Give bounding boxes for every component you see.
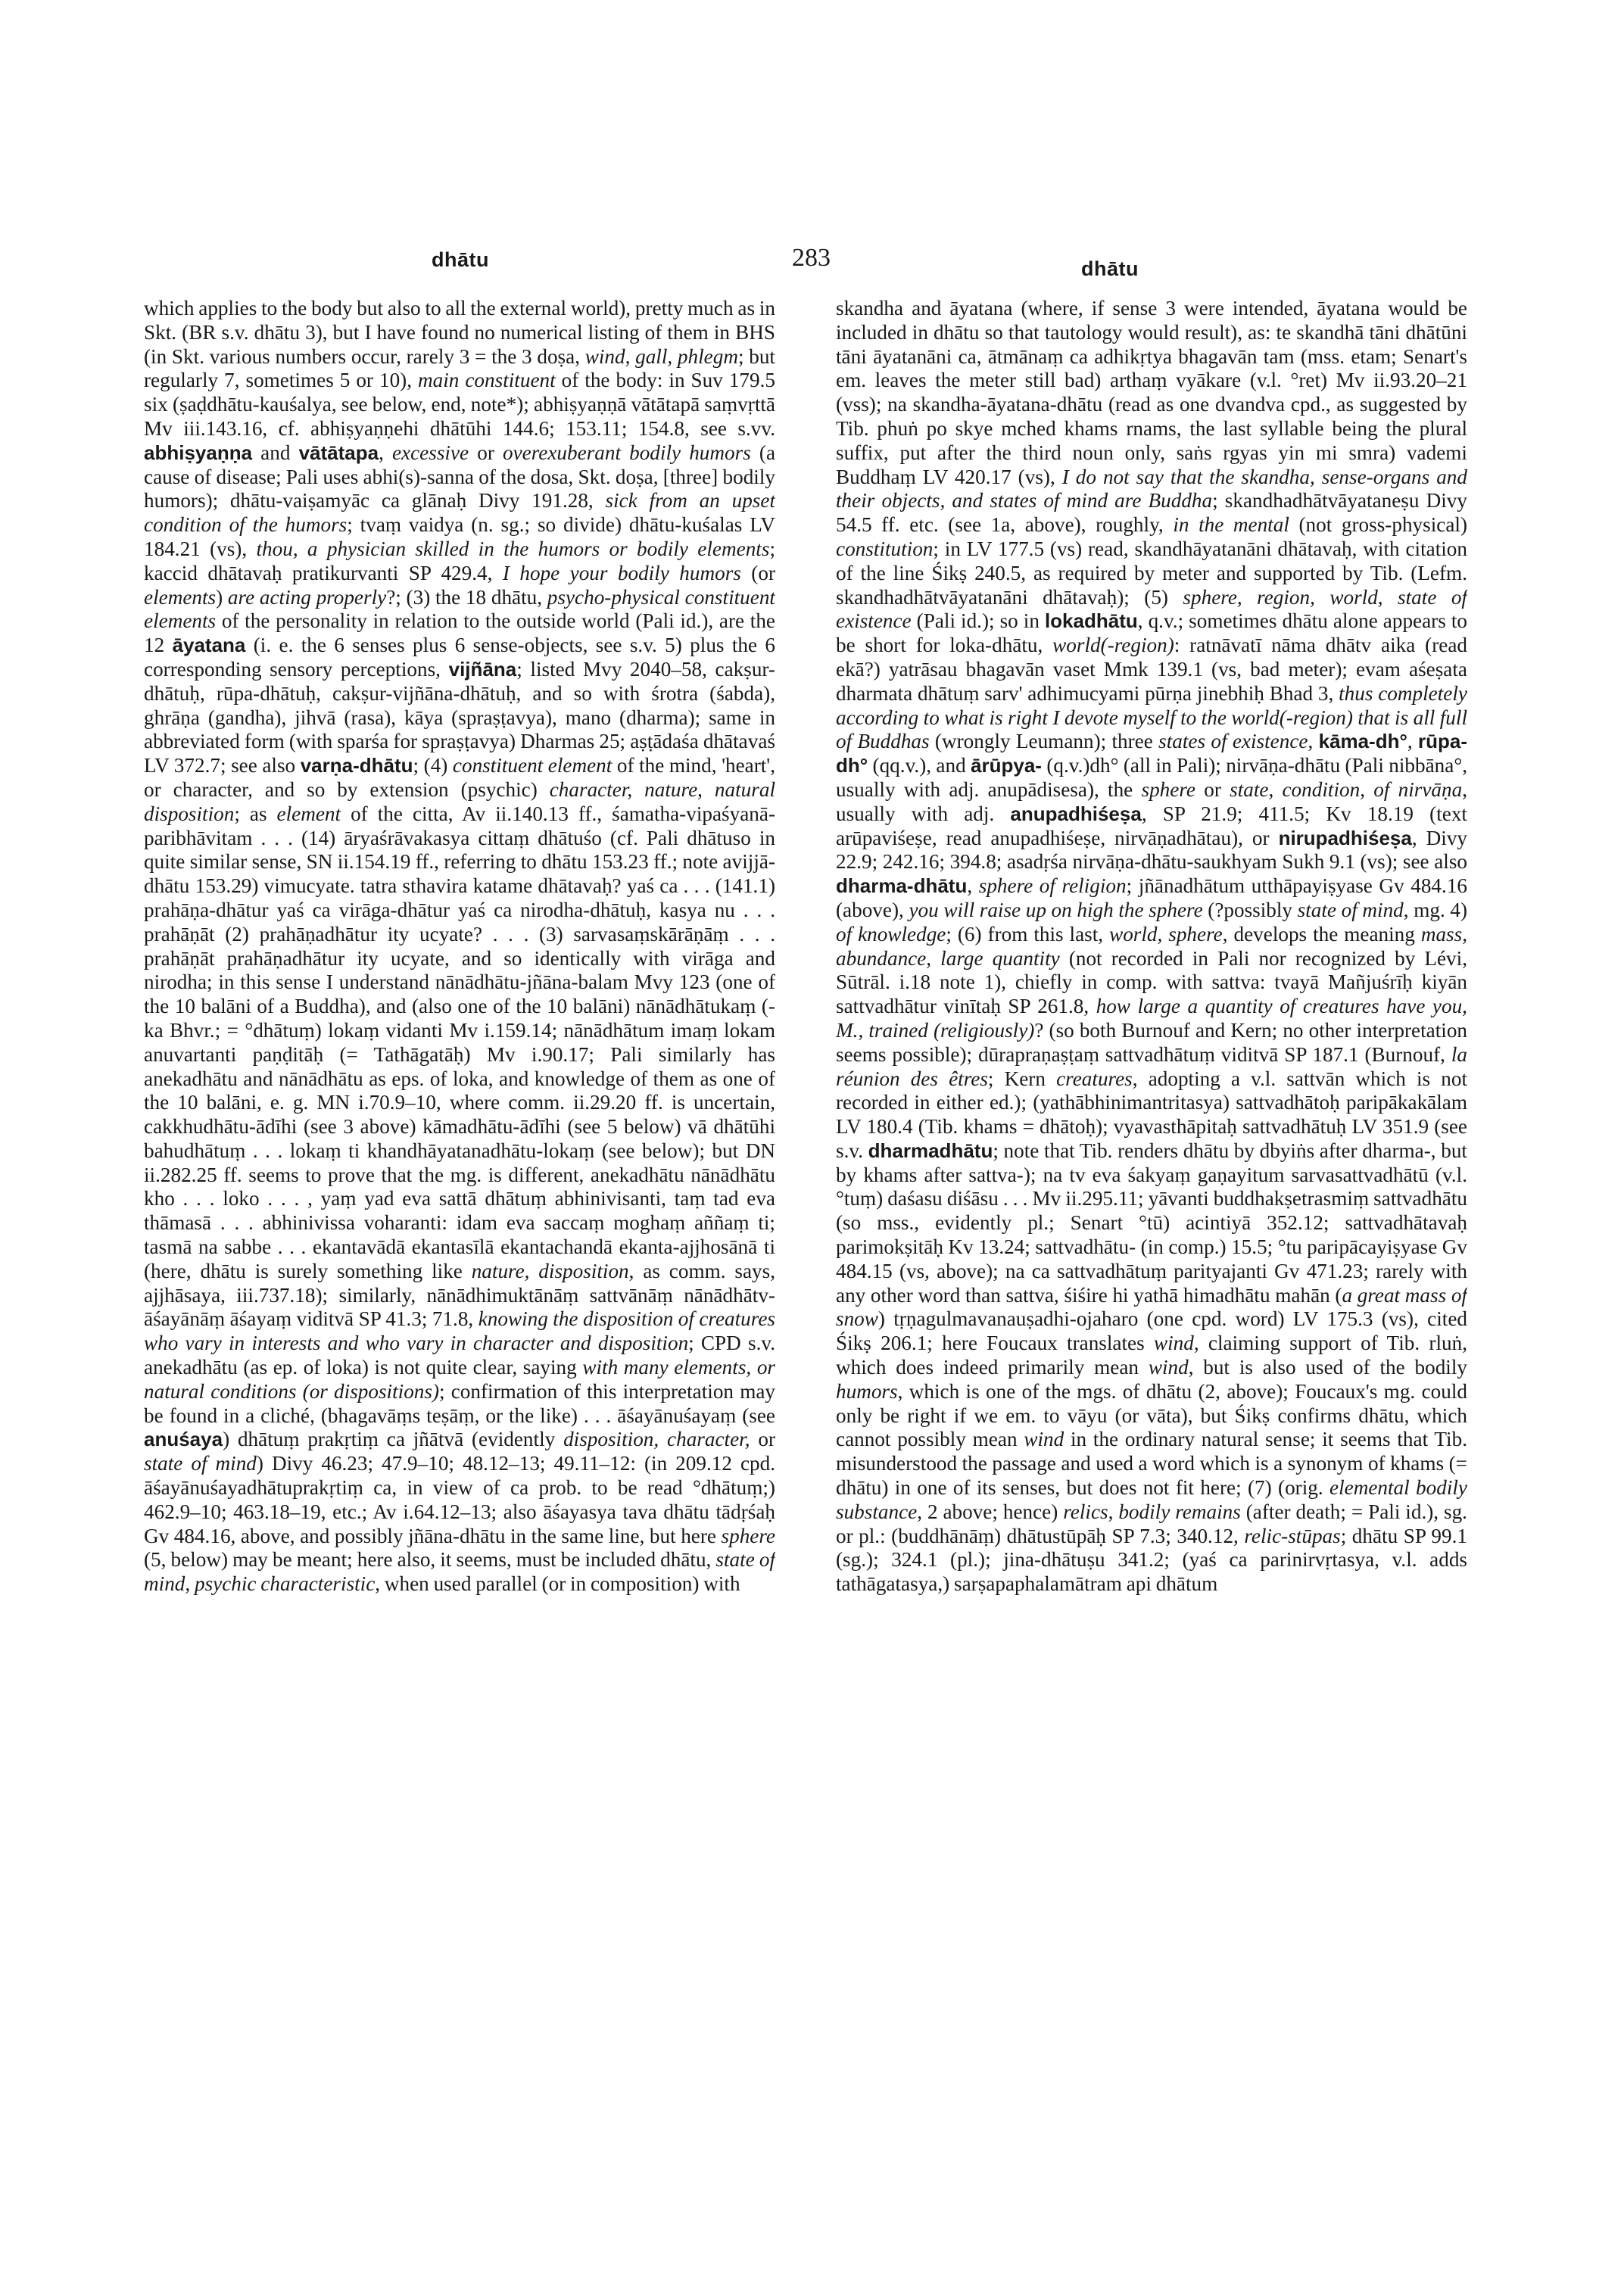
text-run: ; (6) from this last, bbox=[946, 922, 1110, 946]
text-run: , Divy 22.9; 242.16; 394.8; asadṛśa nirvāṇa-dhātu-saukhyam Sukh 9.1 (vs); see also bbox=[836, 826, 1467, 874]
text-run: ; tvaṃ vaidya (n. sg.; so divide) dhātu-kuśalas LV 184.21 (vs), bbox=[144, 513, 775, 560]
text-run: , adopting a v.l. sattvān which is not recorded in either ed.); (yathābhinimantritasya) sattvadhātoḥ paripākakālam LV 180.4 (Tib. khams = dhātoḥ); vyavasthāpitaḥ sattvadhātuḥ LV 351.9 (see s.v. bbox=[836, 1067, 1467, 1162]
cross-ref-headword: dharmadhātu bbox=[868, 1139, 993, 1162]
cross-ref-headword: lokadhātu bbox=[1044, 609, 1138, 633]
gloss-italic: disposition, character, bbox=[563, 1428, 750, 1451]
gloss-italic: how large a quantity of creatures have you, M., trained (religiously) bbox=[836, 995, 1467, 1042]
gloss-italic: of knowledge bbox=[836, 922, 946, 946]
text-run: and bbox=[252, 441, 299, 464]
gloss-italic: state of mind, psychic characteristic bbox=[144, 1548, 775, 1596]
gloss-italic: character, nature, natural disposition bbox=[144, 777, 775, 825]
gloss-italic: sphere bbox=[721, 1524, 775, 1547]
cross-ref-headword: āyatana bbox=[172, 634, 246, 657]
cross-ref-headword: vijñāna bbox=[448, 657, 517, 681]
text-run: , 2 above; hence) bbox=[917, 1500, 1064, 1523]
gloss-italic: creatures bbox=[1056, 1067, 1133, 1090]
gloss-italic: la réunion des êtres bbox=[836, 1042, 1467, 1090]
text-run: of the citta, Av ii.140.13 ff., śamatha-vipaśyanā-paribhāvitam . . . (14) āryaśrāvakasya cittaṃ dhātuśo (cf. Pali dhātuso in quite similar sense, SN ii.154.19 ff., referring to dhātu 153.23 ff.; note avijjā-dhātu 153.29) vimucyate. tatra sthavira katame dhātavaḥ? yaś ca . . . (141.1) prahāṇa-dhātur yaś ca virāga-dhātur yaś ca nirodha-dhātuḥ, kasya nu . . . prahāṇāt (2) prahāṇadhātur ity ucyate? . . . (3) sarvasaṃskārāṇāṃ . . . prahāṇāt prahāṇadhātur ity ucyate, and so identically with virāga and nirodha; in this sense I understand nānādhātu-jñāna-balam Mvy 123 (one of the 10 balāni of a Buddha), and (also one of the 10 balāni) nānādhātukaṃ (-ka Bhvr.; = °dhātuṃ) lokaṃ vidanti Mv i.159.14; nānādhātum imaṃ lokam anuvartanti paṇḍitāḥ (= Tathāgatāḥ) Mv i.90.17; Pali similarly has anekadhātu and nānādhātu as eps. of loka, and knowledge of them as one of the 10 balāni, e. g. MN i.70.9–10, where comm. ii.29.20 ff. is uncertain, cakkhudhātu-ādīhi (see 3 above) kāmadhātu-ādīhi (see 5 below) vā dhātūhi bahudhātuṃ . . . lokaṃ ti khandhāyatanadhātu-lokaṃ (see below); but DN ii.282.25 ff. seems to prove that the mg. is different, anekadhātu nānādhātu kho . . . loko . . . , yaṃ yad eva sattā dhātuṃ abhinivisanti, taṃ tad eva thāmasā . . . abhinivissa voharanti: idam eva saccaṃ moghaṃ aññaṃ ti; tasmā na sabbe . . . ekantavādā ekantasīlā ekantachandā ekanta-ajjhosānā ti (here, dhātu is surely something like bbox=[144, 802, 775, 1282]
text-run: , q.v.; sometimes dhātu alone appears to be short for loka-dhātu, bbox=[836, 609, 1467, 657]
text-run: (Pali id.); so in bbox=[911, 609, 1045, 633]
cross-ref-headword: abhiṣyaṇṇa bbox=[144, 441, 253, 464]
text-run: ) bbox=[216, 585, 228, 609]
gloss-italic: world(-region) bbox=[1052, 634, 1174, 657]
text-run: ; (4) bbox=[413, 754, 453, 777]
entry-text bbox=[836, 297, 1467, 1597]
text-run: skandha and āyatana (where, if sense 3 were intended, āyatana would be included in dhātu so that tautology would result), as: te skandhā tāni dhātūni tāni āyatanāni ca, ātmānaṃ ca adhikṛtya bhagavān tam (mss. etam; Senart's em. leaves the meter still bad) arthaṃ vyākare (v.l. °ret) Mv ii.93.20–21 (vss); na skandha-āyatana-dhātu (read as one dvandva cpd., as suggested by Tib. phuṅ po skye mched khams rnams, the last syllable being the plural suffix, put after the third noun only, saṅs rgyas yin mi smra) vademi Buddhaṃ LV 420.17 (vs), bbox=[836, 297, 1467, 488]
gloss-italic: relic-stūpas bbox=[1244, 1524, 1341, 1547]
text-run: in the ordinary natural sense; it seems that Tib. misunderstood the passage and used a word which is a synonym of khams (= dhātu) in one of its senses, but does not fit here; (7) (orig. bbox=[836, 1428, 1467, 1500]
text-run: (not gross-physical) bbox=[1289, 513, 1467, 537]
text-run: (q.v.)dh° (all in Pali); nirvāṇa-dhātu (Pali nibbāna°, usually with adj. anupādisesa), the bbox=[836, 754, 1467, 801]
text-run: (5, below) may be meant; here also, it seems, must be included dhātu, bbox=[144, 1548, 716, 1572]
gloss-italic: constitution bbox=[836, 537, 934, 560]
gloss-italic: thus completely according to what is right I devote myself to the world(-region) that is all full of Buddhas bbox=[836, 681, 1467, 753]
text-run: (or bbox=[740, 561, 775, 584]
gloss-italic: wind, gall, phlegm bbox=[584, 344, 738, 368]
gloss-italic: humors bbox=[836, 1379, 898, 1403]
text-run: ; in LV 177.5 (vs) read, skandhāyatanāni dhātavaḥ, with citation of the line Śikṣ 240.5, as required by meter and supported by Tib. (Lefm. skandhadhātvāyatanāni dhātavaḥ); (5) bbox=[836, 537, 1467, 609]
text-run: ) tṛṇagulmavanauṣadhi-ojaharo (one cpd. word) LV 175.3 (vs), cited Śikṣ 206.1; here Foucaux translates bbox=[836, 1307, 1467, 1355]
gloss-italic: psycho-physical constituent elements bbox=[144, 585, 775, 633]
gloss-italic: nature, disposition bbox=[471, 1259, 629, 1282]
cross-ref-headword: nirupadhiśeṣa bbox=[1278, 826, 1412, 849]
gloss-italic: state of mind bbox=[1297, 898, 1404, 921]
text-run: : ratnāvatī nāma dhātv aika (read ekā?) yatrāsau bhagavān vaset Mmk 139.1 (vs, bad meter); evam aśeṣata dharmata dhātuṃ sarv' adhimucyami pūrṇa jinebhiḥ Bhad 3, bbox=[836, 634, 1467, 705]
gloss-italic: are acting properly bbox=[227, 585, 387, 609]
gloss-italic: overexuberant bodily humors bbox=[503, 441, 751, 464]
gloss-italic: wind bbox=[1148, 1356, 1189, 1379]
text-run: (qq.v.), and bbox=[868, 754, 971, 777]
text-run: ; jñānadhātum utthāpayiṣyase Gv 484.16 (above), bbox=[836, 874, 1467, 921]
text-run: ; as bbox=[234, 802, 277, 825]
gloss-italic: element bbox=[276, 802, 341, 825]
cross-ref-headword: varṇa-dhātu bbox=[300, 754, 413, 777]
text-run: ; dhātu SP 99.1 (sg.); 324.1 (pl.); jina-dhātuṣu 341.2; (yaś ca parinirvṛtasya, v.l. adds tathāgatasya,) sarṣapaphalamātram api dhātum bbox=[836, 1524, 1467, 1596]
text-run: , but is also used of the bodily bbox=[1188, 1356, 1467, 1379]
entry-text bbox=[144, 297, 775, 1597]
gloss-italic: I do not say that the skandha, sense-organs and their objects, and states of mind are Buddha bbox=[836, 465, 1467, 512]
gloss-italic: elements bbox=[144, 585, 217, 609]
gloss-italic: states of existence bbox=[1158, 730, 1308, 753]
gloss-italic: in the mental bbox=[1173, 513, 1289, 537]
text-run: or bbox=[1195, 777, 1230, 801]
text-run: ; confirmation of this interpretation may be found in a cliché, (bhagavāṃs teṣāṃ, or the like) . . . āśayānuśayaṃ (see bbox=[144, 1379, 775, 1427]
text-run: ; skandhadhātvāyataneṣu Divy 54.5 ff. etc. (see 1a, above), roughly, bbox=[836, 489, 1467, 537]
gloss-italic: world, sphere bbox=[1109, 922, 1223, 946]
text-run: ; but regularly 7, sometimes 5 or 10), bbox=[144, 344, 775, 392]
text-run: , SP 21.9; 411.5; Kv 18.19 (text arūpaviśeṣe, read anupadhiśeṣe, nirvāṇadhātau), or bbox=[836, 802, 1467, 849]
running-head-left: dhātu bbox=[432, 248, 489, 271]
text-run: , bbox=[1308, 730, 1319, 753]
gloss-italic: sphere of religion bbox=[978, 874, 1127, 898]
gloss-italic: sphere bbox=[1141, 777, 1195, 801]
text-run: of the personality in relation to the outside world (Pali id.), are the 12 bbox=[144, 609, 775, 657]
text-run: , bbox=[1407, 730, 1418, 753]
text-run: which applies to the body but also to all the external world), pretty much as in Skt. (BR s.v. dhātu 3), but I have found no numerical listing of them in BHS (in Skt. various numbers occur, rarely 3 = the 3 doṣa, bbox=[144, 297, 775, 368]
text-run: (i. e. the 6 senses plus 6 sense-objects, see s.v. 5) plus the 6 corresponding sensory perceptions, bbox=[144, 634, 775, 681]
gloss-italic: you will raise up on high the sphere bbox=[909, 898, 1203, 921]
text-run: ) dhātuṃ prakṛtiṃ ca jñātvā (evidently bbox=[223, 1428, 564, 1451]
cross-ref-headword: anupadhiśeṣa bbox=[1010, 802, 1142, 825]
text-run: , usually with adj. bbox=[836, 777, 1467, 825]
gloss-italic: sphere, region, world, state of existence bbox=[836, 585, 1467, 633]
gloss-italic: elemental bodily substance bbox=[836, 1476, 1467, 1523]
gloss-italic: thou, a physician skilled in the humors or bodily elements bbox=[256, 537, 770, 560]
running-head-right: dhātu bbox=[1081, 257, 1139, 280]
text-run: ; note that Tib. renders dhātu by dbyiṅs after dharma-, but by khams after sattva-); na tv eva śakyaṃ gaṇayitum sarvasattvadhātū (v.l. °tuṃ) daśasu diśāsu . . . Mv ii.295.11; yāvanti buddhakṣetrasmiṃ sattvadhātu (so mss., evidently pl.; Senart °tū) acintiyā 352.12; sattvadhātavaḥ parimokṣitāḥ Kv 13.24; sattvadhātu- (in comp.) 15.5; °tu paripācayiṣyase Gv 484.15 (vs, above); na ca sattvadhātuṃ parityajanti Gv 471.23; rarely with any other word than sattva, śiśire hi yathā himadhātu mahān ( bbox=[836, 1139, 1467, 1307]
text-run: ; kaccid dhātavaḥ pratikurvanti SP 429.4, bbox=[144, 537, 775, 584]
text-run: , claiming support of Tib. rluṅ, which does indeed primarily mean bbox=[836, 1332, 1467, 1379]
text-run: ? (so both Burnouf and Kern; no other interpretation seems possible); dūrapraṇaṣṭaṃ sattvadhātuṃ viditvā SP 187.1 (Burnouf, bbox=[836, 1018, 1467, 1066]
text-run: ) Divy 46.23; 47.9–10; 48.12–13; 49.11–12: (in 209.12 cpd. āśayānuśayadhātuprakṛtiṃ ca, in view of ca prob. to be read °dhātuṃ;) 462.9–10; 463.18–19, etc.; Av i.64.12–13; also āśayasya tava dhātu tādṛśaḥ Gv 484.16, above, and possibly jñāna-dhātu in the same line, but here bbox=[144, 1452, 775, 1547]
cross-ref-headword: vātātapa bbox=[298, 441, 379, 464]
text-run: (not recorded in Pali nor recognized by Lévi, Sūtrāl. i.18 note 1), chiefly in comp. with sattva: tvayā Mañjuśrīḥ kiyān sattvadhātur vinītaḥ SP 261.8, bbox=[836, 946, 1467, 1018]
text-run: , as comm. says, ajjhāsaya, iii.737.18); similarly, nānādhimuktānāṃ sattvānāṃ nānādhātv-āśayānāṃ āśayaṃ viditvā SP 41.3; 71.8, bbox=[144, 1259, 775, 1331]
text-run: or bbox=[750, 1428, 775, 1451]
text-run: , when used parallel (or in composition) with bbox=[375, 1572, 740, 1596]
right-column bbox=[836, 297, 1467, 2091]
text-run: , bbox=[379, 441, 392, 464]
text-run: (a cause of disease; Pali uses abhi(s)-sanna of the dosa, Skt. doṣa, [three] bodily humors); dhātu-vaiṣamyāc ca glānaḥ Divy 191.28, bbox=[144, 441, 775, 512]
gloss-italic: I hope your bodily humors bbox=[502, 561, 741, 584]
gloss-italic: state of mind bbox=[144, 1452, 257, 1475]
cross-ref-headword: kāma-dh° bbox=[1318, 730, 1407, 753]
gloss-italic: knowing the disposition of creatures who vary in interests and who vary in character and disposition bbox=[144, 1307, 775, 1355]
cross-ref-headword: anuśaya bbox=[144, 1428, 223, 1451]
text-run: , which is one of the mgs. of dhātu (2, above); Foucaux's mg. could only be right if we em. to vāyu (or vāta), but Śikṣ confirms dhātu, which cannot possibly mean bbox=[836, 1379, 1467, 1451]
text-run: (after death; = Pali id.), sg. or pl.: (buddhānāṃ) dhātustūpāḥ SP 7.3; 340.12, bbox=[836, 1500, 1467, 1547]
text-run: , mg. 4) bbox=[1403, 898, 1467, 921]
page-number: 283 bbox=[792, 244, 831, 272]
cross-ref-headword: rūpa-dh° bbox=[836, 730, 1467, 777]
gloss-italic: a great mass of snow bbox=[836, 1283, 1467, 1331]
text-run: , develops the meaning bbox=[1222, 922, 1421, 946]
gloss-italic: mass, abundance, large quantity bbox=[836, 922, 1467, 970]
cross-ref-headword: ārūpya- bbox=[971, 754, 1042, 777]
gloss-italic: with many elements, or natural conditions (or dispositions) bbox=[144, 1356, 775, 1403]
text-run: or bbox=[469, 441, 503, 464]
cross-ref-headword: dharma-dhātu bbox=[836, 874, 968, 898]
text-run: ; listed Mvy 2040–58, cakṣur-dhātuḥ, rūpa-dhātuḥ, cakṣur-vijñāna-dhātuḥ, and so with śrotra (śabda), ghrāṇa (gandha), jihvā (rasa), kāya (spraṣṭavya), mano (dharma); same in abbreviated form (with sparśa for spraṣṭavya) Dharmas 25; aṣṭādaśa dhātavaś LV 372.7; see also bbox=[144, 657, 775, 777]
gloss-italic: state, condition, of nirvāṇa bbox=[1230, 777, 1463, 801]
text-run: , bbox=[967, 874, 979, 898]
text-run: (?possibly bbox=[1202, 898, 1298, 921]
text-run: ; CPD s.v. anekadhātu (as ep. of loka) is not quite clear, saying bbox=[144, 1332, 775, 1379]
gloss-italic: sick from an upset condition of the humors bbox=[144, 489, 775, 537]
text-run: of the body: in Suv 179.5 six (ṣaḍdhātu-kauśalya, see below, end, note*); abhiṣyaṇṇā vātātapā saṃvṛttā Mv iii.143.16, cf. abhiṣyaṇṇehi dhātūhi 144.6; 153.11; 154.8, see s.vv. bbox=[144, 369, 775, 440]
gloss-italic: wind bbox=[1024, 1428, 1064, 1451]
text-run: of the mind, 'heart', or character, and so by extension (psychic) bbox=[144, 754, 775, 801]
gloss-italic: relics, bodily remains bbox=[1063, 1500, 1241, 1523]
text-run: (wrongly Leumann); three bbox=[929, 730, 1159, 753]
gloss-italic: excessive bbox=[391, 441, 469, 464]
text-run: ; Kern bbox=[987, 1067, 1057, 1090]
text-run: ?; (3) the 18 dhātu, bbox=[386, 585, 547, 609]
gloss-italic: wind bbox=[1153, 1332, 1194, 1355]
gloss-italic: constituent element bbox=[452, 754, 613, 777]
left-column bbox=[144, 297, 775, 2091]
gloss-italic: main constituent bbox=[418, 369, 556, 392]
